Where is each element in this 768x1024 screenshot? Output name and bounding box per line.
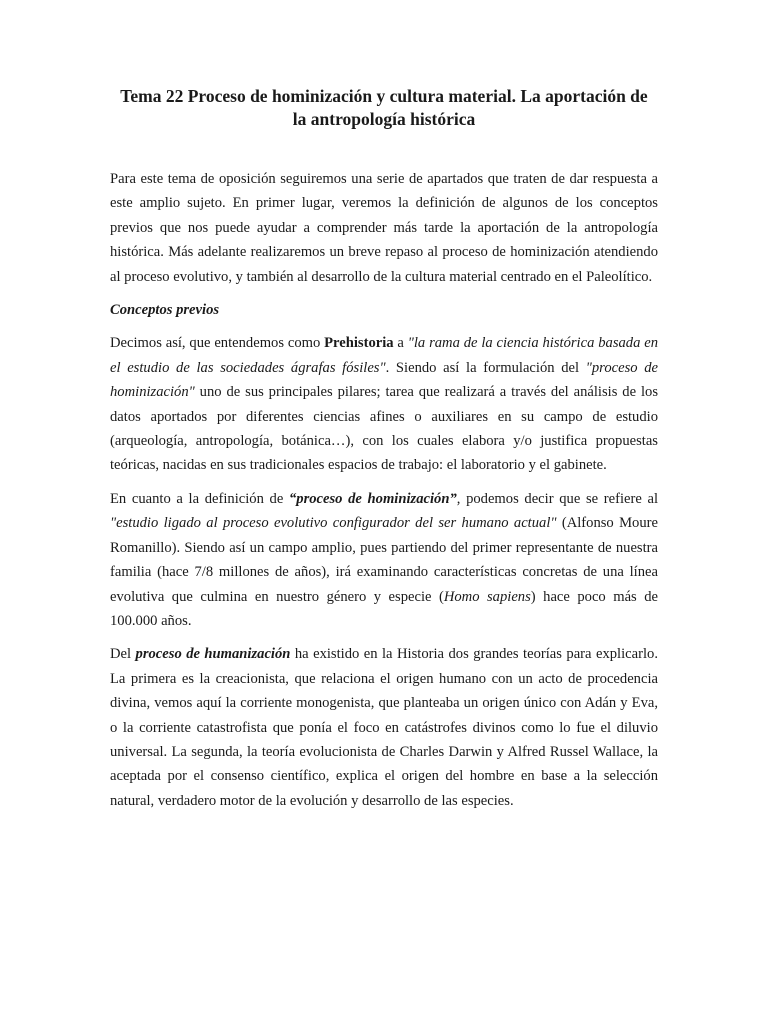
paragraph-hominizacion bbox=[110, 487, 658, 633]
text-run: (Alfonso Moure Romanillo). Siendo así un campo amplio, pues partiendo del primer representante de nuestra familia (hace 7/8 millones de años), irá examinando características concretas de una línea evolutiva que culmina en nuestro género y especie ( bbox=[110, 515, 658, 605]
term-prehistoria: Prehistoria bbox=[324, 335, 394, 352]
term-humanizacion: proceso de humanización bbox=[135, 646, 291, 663]
paragraph-humanizacion bbox=[110, 642, 658, 813]
text-run: ha existido en la Historia dos grandes teorías para explicarlo. La primera es la creacionista, que relaciona el origen humano con un acto de procedencia divina, vemos aquí la corriente monogenista, que planteaba un origen único con Adán y Eva, o la corriente catastrofista que ponía el foco en catástrofes divinos como lo fue el diluvio universal. La segunda, la teoría evolucionista de Charles Darwin y Alfred Russel Wallace, la aceptada por el consenso científico, explica el origen del hombre en base a la selección natural, verdadero motor de la evolución y desarrollo de las especies. bbox=[110, 646, 658, 809]
paragraph-prehistoria bbox=[110, 331, 658, 477]
text-run: uno de sus principales pilares; tarea que realizará a través del análisis de los datos aportados por diferentes ciencias afines o auxiliares en su campo de estudio (arqueología, antropología, botánica…), con los cuales elabora y/o justifica propuestas teóricas, nacidas en sus tradicionales espacios de trabajo: el laboratorio y el gabinete. bbox=[110, 384, 658, 474]
intro-paragraph: Para este tema de oposición seguiremos una serie de apartados que traten de dar respuesta a este amplio sujeto. En primer lugar, veremos la definición de algunos de los conceptos previos que nos puede ayudar a comprender más tarde la aportación de la antropología histórica. Más adelante realizaremos un breve repaso al proceso de hominización atendiendo al proceso evolutivo, y también al desarrollo de la cultura material centrado en el Paleolítico. bbox=[110, 171, 658, 285]
text-run: ) hace poco más de 100.000 años. bbox=[110, 588, 658, 629]
term-hominizacion: “proceso de hominización” bbox=[288, 490, 457, 507]
quote-definition: "estudio ligado al proceso evolutivo configurador del ser humano actual" bbox=[110, 515, 557, 532]
text-run: , podemos decir que se refiere al bbox=[456, 490, 659, 507]
text-run: . Siendo así la formulación del bbox=[385, 359, 586, 376]
species-name: Homo sapiens bbox=[443, 588, 531, 605]
quote-term: "proceso de hominización" bbox=[110, 359, 658, 401]
quote-definition: "la rama de la ciencia histórica basada en el estudio de las sociedades ágrafas fósiles" bbox=[110, 335, 658, 376]
section-heading: Conceptos previos bbox=[110, 302, 220, 319]
document-title: Tema 22 Proceso de hominización y cultura material. La aportación de la antropología histórica bbox=[120, 86, 648, 129]
text-run: a bbox=[393, 335, 408, 352]
text-run: Decimos así, que entendemos como bbox=[110, 335, 325, 352]
text-run: Del bbox=[110, 646, 136, 663]
text-run: En cuanto a la definición de bbox=[110, 490, 289, 507]
